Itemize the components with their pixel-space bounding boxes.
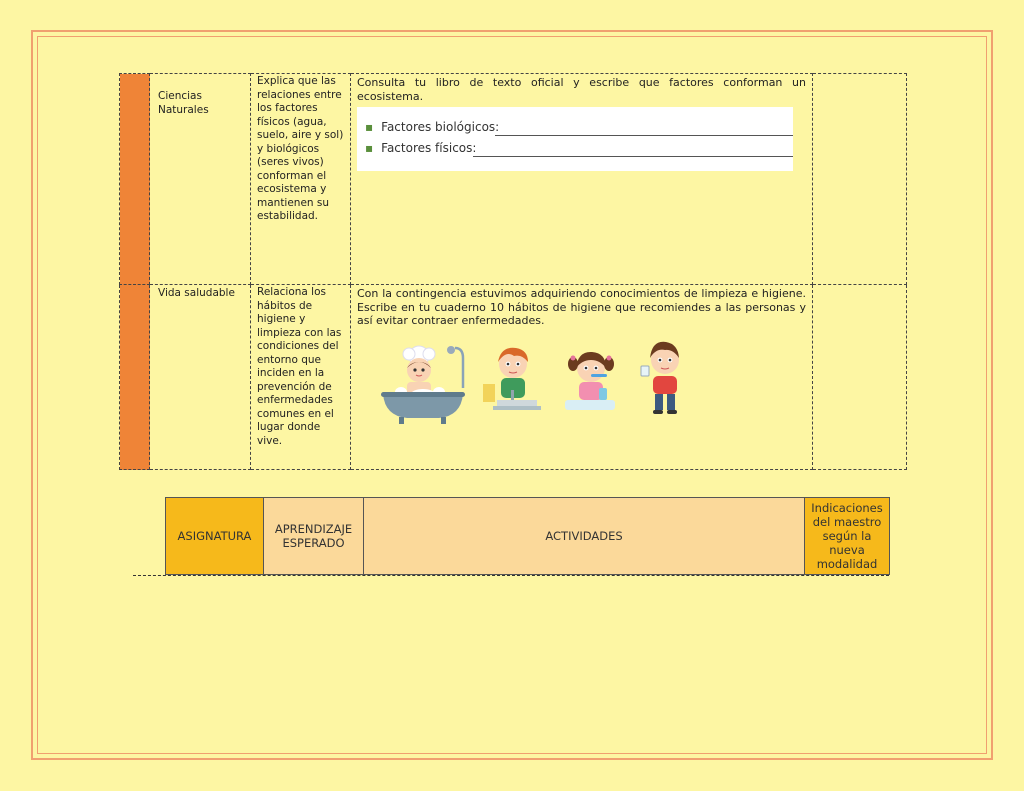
expected-learning-cell: Relaciona los hábitos de higiene y limpieza con las condiciones del entorno que inciden en la prevención de enfermedades comunes en el lugar donde vive. bbox=[251, 285, 351, 470]
activity-cell bbox=[351, 285, 813, 470]
header-expected-learning: APRENDIZAJE ESPERADO bbox=[264, 498, 364, 575]
header-teacher-notes: Indicaciones del maestro según la nueva modalidad bbox=[805, 498, 890, 575]
activity-text: Consulta tu libro de texto oficial y escribe que factores conforman un ecosistema. bbox=[357, 76, 806, 103]
header-activities: ACTIVIDADES bbox=[364, 498, 805, 575]
hygiene-illustration bbox=[357, 338, 806, 438]
bathtub-child-icon bbox=[379, 340, 471, 432]
answer-line bbox=[495, 135, 793, 136]
expected-learning-cell: Explica que las relaciones entre los factores físicos (agua, suelo, aire y sol) y biológicos (seres vivos) conforman el ecosistema y mantienen su estabilidad. bbox=[251, 74, 351, 285]
textbook-excerpt bbox=[357, 107, 793, 171]
book-item-label: Factores físicos: bbox=[381, 141, 477, 155]
table-row bbox=[120, 74, 907, 285]
subject-cell: Vida saludable bbox=[150, 285, 251, 470]
book-item-label: Factores biológicos: bbox=[381, 120, 500, 134]
header-table bbox=[165, 497, 890, 575]
answer-line bbox=[473, 156, 793, 157]
child-with-cup-icon bbox=[637, 338, 693, 422]
activities-table bbox=[119, 73, 907, 470]
divider-line bbox=[133, 575, 889, 576]
teacher-notes-cell bbox=[813, 74, 907, 285]
handwashing-child-icon bbox=[481, 344, 541, 432]
header-subject: ASIGNATURA bbox=[166, 498, 264, 575]
toothbrushing-child-icon bbox=[561, 348, 625, 432]
row-color-bar bbox=[120, 74, 150, 285]
table-row bbox=[120, 285, 907, 470]
book-item: ▪ Factores biológicos: bbox=[365, 120, 500, 134]
book-item: ▪ Factores físicos: bbox=[365, 141, 477, 155]
row-color-bar bbox=[120, 285, 150, 470]
subject-cell: Ciencias Naturales bbox=[150, 74, 251, 285]
teacher-notes-cell bbox=[813, 285, 907, 470]
activity-text: Con la contingencia estuvimos adquiriendo conocimientos de limpieza e higiene. Escribe en tu cuaderno 10 hábitos de higiene que recomiendes a las personas y así evitar contraer enfermedades. bbox=[357, 287, 806, 327]
activity-cell bbox=[351, 74, 813, 285]
